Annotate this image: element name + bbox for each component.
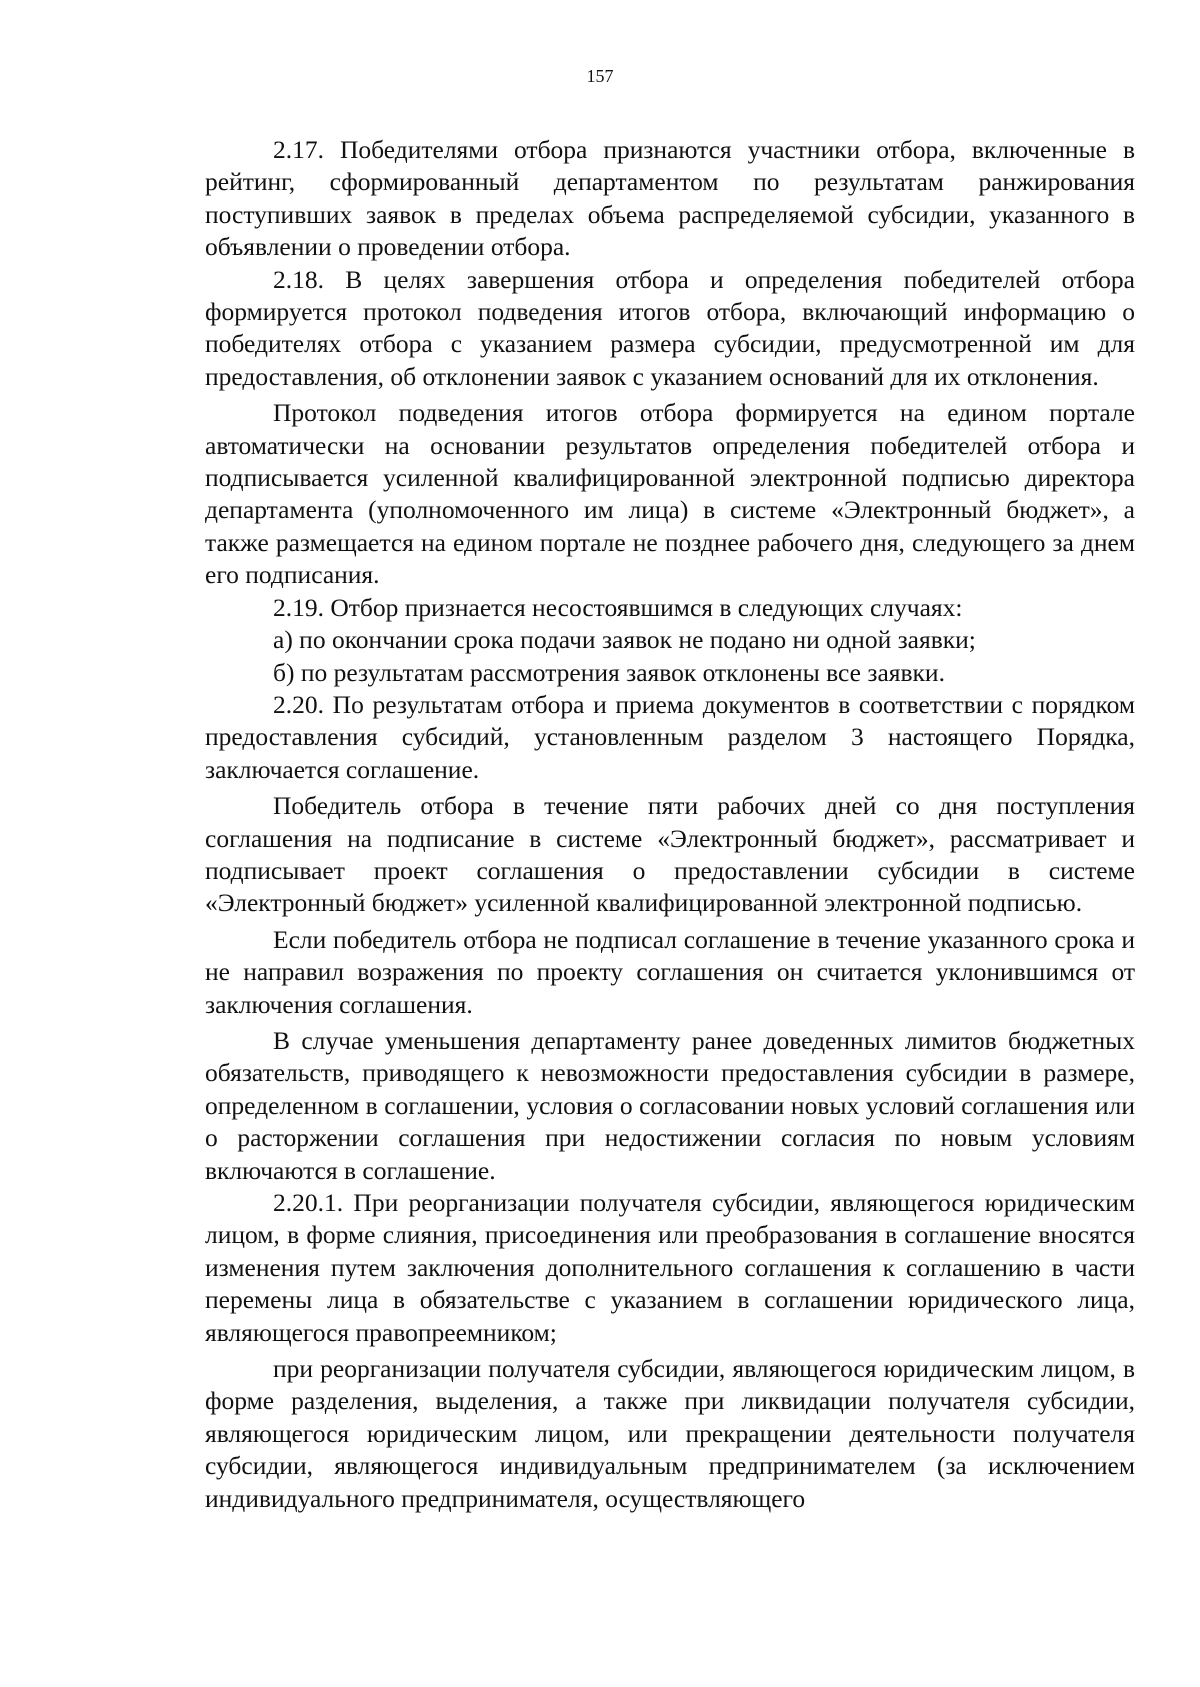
paragraph-reorganization: при реорганизации получателя субсидии, являющегося юридическим лицом, в форме разделения, выделения, а также при ликвидации получателя субсидии, являющегося юридическим лицом, или прекращении деятельности получателя субсидии, являющегося индивидуальным предпринимателем (за исключением индивидуального предпринимателя, осуществляющего: [205, 1354, 1135, 1513]
paragraph-evasion: Если победитель отбора не подписал соглашение в течение указанного срока и не направил возражения по проекту соглашения он считается уклонившимся от заключения соглашения.: [205, 924, 1135, 1019]
list-item-b: б) по результатам рассмотрения заявок отклонены все заявки.: [273, 657, 945, 687]
paragraph-2-19: 2.19. Отбор признается несостоявшимся в следующих случаях:: [273, 592, 963, 622]
paragraph-winner-signing: Победитель отбора в течение пяти рабочих дней со дня поступления соглашения на подписание в системе «Электронный бюджет», рассматривает и подписывает проект соглашения о предоставлении субсидии в системе «Электронный бюджет» усиленной квалифицированной электронной подписью.: [205, 791, 1135, 918]
paragraph-2-17: 2.17. Победителями отбора признаются участники отбора, включенные в рейтинг, сформированный департаментом по результатам ранжирования поступивших заявок в пределах объема распределяемой субсидии, указанного в объявлении о проведении отбора.: [205, 135, 1135, 262]
paragraph-2-18: 2.18. В целях завершения отбора и определения победителей отбора формируется протокол подведения итогов отбора, включающий информацию о победителях отбора с указанием размера субсидии, предусмотренной им для предоставления, об отклонении заявок с указанием оснований для их отклонения.: [205, 264, 1135, 391]
page-number: 157: [586, 66, 614, 86]
list-item-a: а) по окончании срока подачи заявок не подано ни одной заявки;: [273, 625, 976, 655]
paragraph-2-20: 2.20. По результатам отбора и приема документов в соответствии с порядком предоставления субсидий, установленным разделом 3 настоящего Порядка, заключается соглашение.: [205, 689, 1135, 784]
paragraph-limits-reduction: В случае уменьшения департаменту ранее доведенных лимитов бюджетных обязательств, приводящего к невозможности предоставления субсидии в размере, определенном в соглашении, условия о согласовании новых условий соглашения или о расторжении соглашения при недостижении согласия по новым условиям включаются в соглашение.: [205, 1025, 1135, 1185]
paragraph-protocol: Протокол подведения итогов отбора формируется на едином портале автоматически на основании результатов определения победителей отбора и подписывается усиленной квалифицированной электронной подписью директора департамента (уполномоченного им лица) в системе «Электронный бюджет», а также размещается на едином портале не позднее рабочего дня, следующего за днем его подписания.: [205, 398, 1135, 590]
document-body: [205, 134, 1135, 1515]
paragraph-2-20-1: 2.20.1. При реорганизации получателя субсидии, являющегося юридическим лицом, в форме слияния, присоединения или преобразования в соглашение вносятся изменения путем заключения дополнительного соглашения к соглашению в части перемены лица в обязательстве с указанием в соглашении юридического лица, являющегося правопреемником;: [205, 1188, 1135, 1347]
